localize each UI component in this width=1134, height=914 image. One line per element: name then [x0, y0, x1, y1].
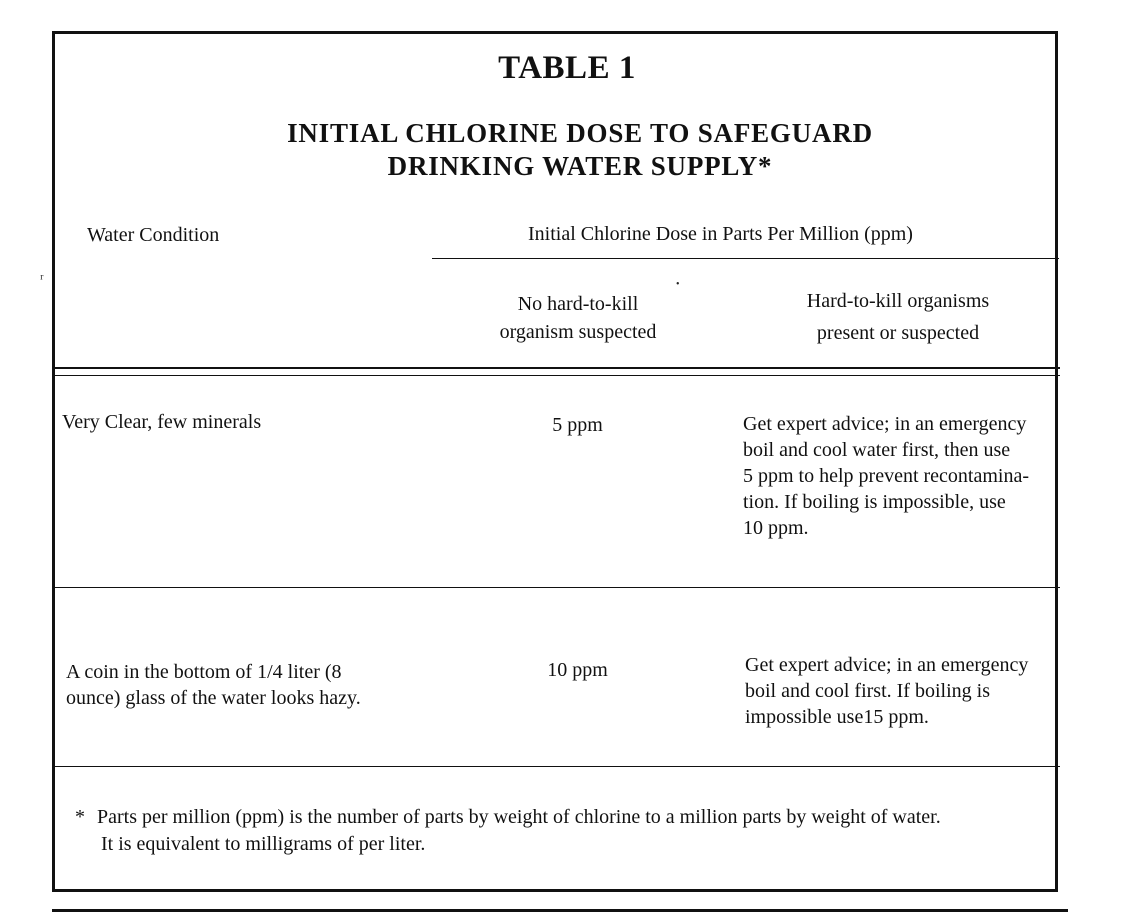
header-water-condition: Water Condition: [87, 224, 220, 246]
header-organism-present: [762, 288, 1034, 346]
row-2-condition-line: A coin in the bottom of 1/4 liter (8: [66, 661, 342, 683]
row-1-advice-line: boil and cool water first, then use: [743, 439, 1011, 461]
table-subtitle-line1: INITIAL CHLORINE DOSE TO SAFEGUARD: [287, 118, 873, 148]
row-1-condition-line: Very Clear, few minerals: [62, 411, 262, 433]
footnote: [75, 804, 1055, 858]
row-separator: [52, 587, 1060, 588]
header-no-organism-line2: organism suspected: [499, 321, 657, 343]
row-2-advice-line: impossible use15 ppm.: [745, 706, 929, 728]
row-2-advice-line: Get expert advice; in an emergency: [745, 654, 1029, 676]
row-2-condition-line: ounce) glass of the water looks hazy.: [66, 687, 361, 709]
footnote-separator: [52, 766, 1060, 767]
header-double-rule-bottom: [52, 375, 1060, 376]
row-1-condition: [62, 409, 442, 435]
table-title: TABLE 1: [498, 50, 636, 86]
row-1-dose: 5 ppm: [552, 414, 603, 436]
header-no-organism: [470, 291, 686, 345]
footnote-line1: Parts per million (ppm) is the number of parts by weight of chlorine to a million parts by weight of water.: [97, 806, 941, 828]
footnote-line2: It is equivalent to milligrams of per liter.: [101, 833, 426, 855]
table-subtitle-line2: DRINKING WATER SUPPLY*: [387, 151, 773, 181]
header-no-organism-line1: No hard-to-kill: [517, 293, 639, 315]
header-group-rule: [432, 258, 1059, 259]
row-2-advice: [745, 652, 1060, 730]
header-dose-group: Initial Chlorine Dose in Parts Per Million (ppm): [528, 223, 913, 245]
row-1-advice-line: 10 ppm.: [743, 517, 809, 539]
row-2-advice-line: boil and cool first. If boiling is: [745, 680, 990, 702]
row-2-condition: [66, 659, 446, 711]
row-1-advice: [743, 411, 1058, 541]
header-double-rule-top: [52, 367, 1060, 369]
footnote-marker: *: [75, 806, 85, 828]
row-1-advice-line: Get expert advice; in an emergency: [743, 413, 1027, 435]
header-organism-present-line1: Hard-to-kill organisms: [806, 290, 990, 312]
row-1-advice-line: tion. If boiling is impossible, use: [743, 491, 1006, 513]
page-bottom-rule: [52, 909, 1068, 912]
header-organism-present-line2: present or suspected: [816, 322, 980, 344]
scan-speck: •: [676, 279, 680, 290]
scan-speck: ʳ: [40, 271, 44, 288]
row-2-dose: 10 ppm: [547, 659, 608, 681]
row-1-advice-line: 5 ppm to help prevent recontamina-: [743, 465, 1030, 487]
